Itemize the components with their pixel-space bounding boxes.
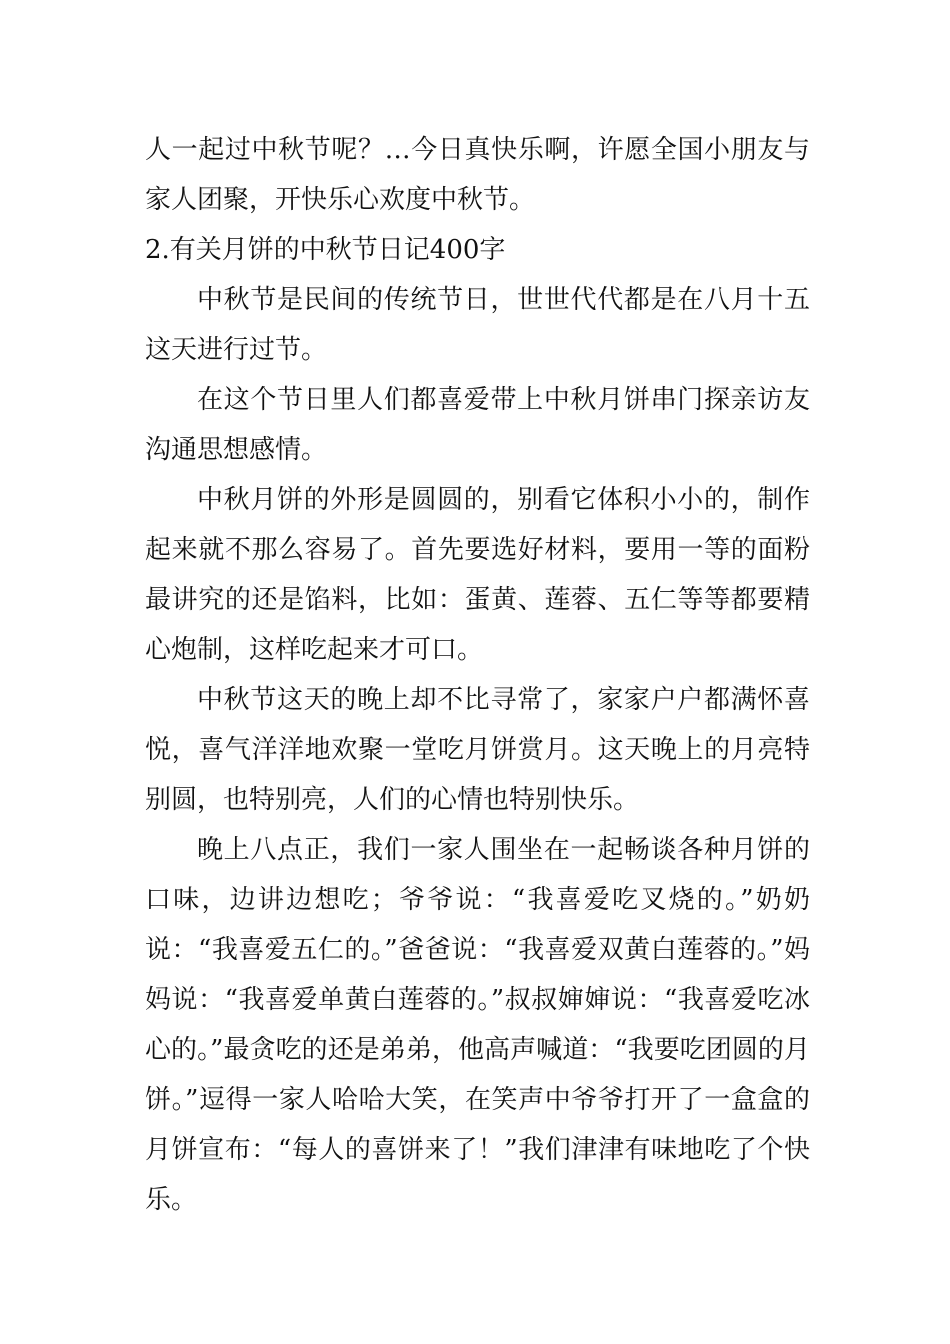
continuation-paragraph: 人一起过中秋节呢？…今日真快乐啊，许愿全国小朋友与家人团聚，开快乐心欢度中秋节。 xyxy=(145,135,810,215)
body-paragraph: 中秋节这天的晚上却不比寻常了，家家户户都满怀喜悦，喜气洋洋地欢聚一堂吃月饼赏月。这天晚上的月亮特别圆，也特别亮，人们的心情也特别快乐。 xyxy=(145,685,810,815)
section-heading: 2.有关月饼的中秋节日记400字 xyxy=(145,235,506,265)
document-page xyxy=(145,125,810,1225)
body-paragraph: 中秋月饼的外形是圆圆的，别看它体积小小的，制作起来就不那么容易了。首先要选好材料，要用一等的面粉最讲究的还是馅料，比如：蛋黄、莲蓉、五仁等等都要精心炮制，这样吃起来才可口。 xyxy=(145,485,810,665)
body-paragraph: 晚上八点正，我们一家人围坐在一起畅谈各种月饼的口味，边讲边想吃；爷爷说：“我喜爱吃叉烧的。”奶奶说：“我喜爱五仁的。”爸爸说：“我喜爱双黄白莲蓉的。”妈妈说：“我喜爱单黄白莲蓉的。”叔叔婶婶说：“我喜爱吃冰心的。”最贪吃的还是弟弟，他高声喊道：“我要吃团圆的月饼。”逗得一家人哈哈大笑，在笑声中爷爷打开了一盒盒的月饼宣布：“每人的喜饼来了！”我们津津有味地吃了个快乐。 xyxy=(145,835,810,1215)
body-paragraph: 中秋节是民间的传统节日，世世代代都是在八月十五这天进行过节。 xyxy=(145,285,810,365)
body-paragraph: 在这个节日里人们都喜爱带上中秋月饼串门探亲访友沟通思想感情。 xyxy=(145,385,810,465)
